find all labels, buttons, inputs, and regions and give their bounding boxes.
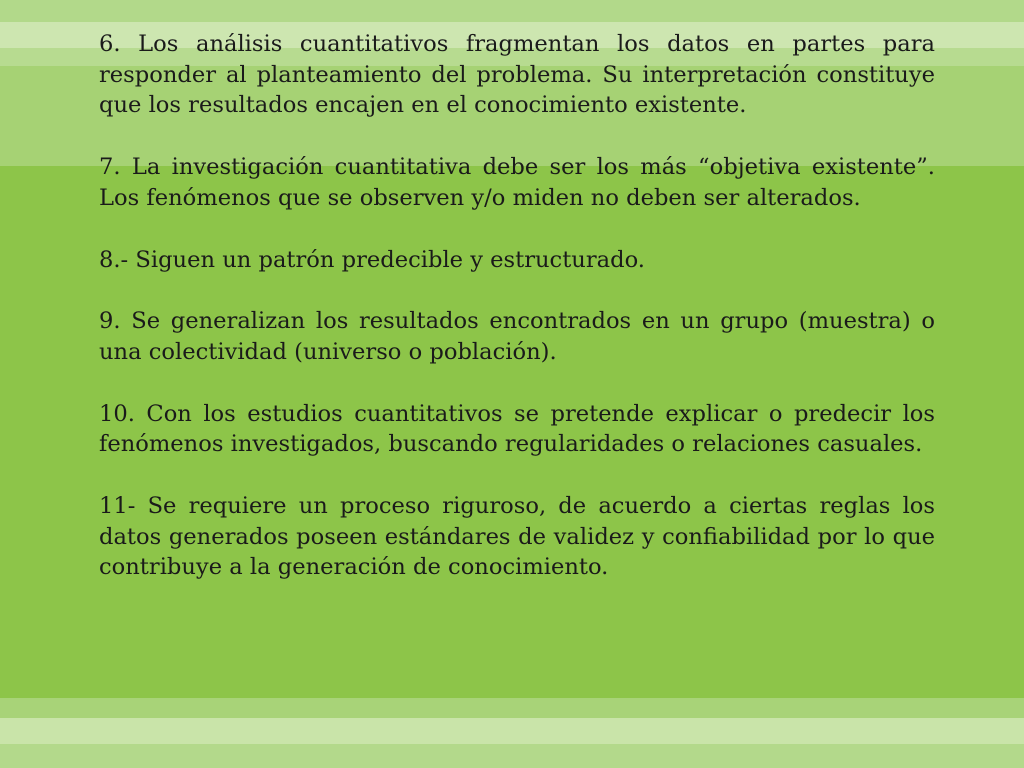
paragraph-10: 10. Con los estudios cuantitativos se pretende explicar o predecir los fenómenos investigados, buscando regularidades o relaciones casuales. <box>99 400 935 458</box>
paragraph-8: 8.- Siguen un patrón predecible y estructurado. <box>99 246 645 273</box>
paragraph-11: 11- Se requiere un proceso riguroso, de acuerdo a ciertas reglas los datos generados poseen estándares de validez y confiabilidad por lo que contribuye a la generación de conocimiento. <box>99 493 935 581</box>
paragraph-9: 9. Se generalizan los resultados encontrados en un grupo (muestra) o una colectividad (universo o población). <box>99 308 935 365</box>
bottom-stripe-1 <box>0 698 1024 718</box>
paragraph-7: 7. La investigación cuantitativa debe ser los más “objetiva existente”. Los fenómenos que se observen y/o miden no deben ser alterados. <box>99 154 935 211</box>
bottom-stripe-3 <box>0 744 1024 768</box>
top-stripe-1 <box>0 0 1024 22</box>
paragraph-6: 6. Los análisis cuantitativos fragmentan los datos en partes para responder al planteamiento del problema. Su interpretación constituye que los resultados encajen en el conocimiento existente. <box>99 31 935 119</box>
slide-text-body <box>99 29 935 583</box>
bottom-stripe-2 <box>0 718 1024 744</box>
